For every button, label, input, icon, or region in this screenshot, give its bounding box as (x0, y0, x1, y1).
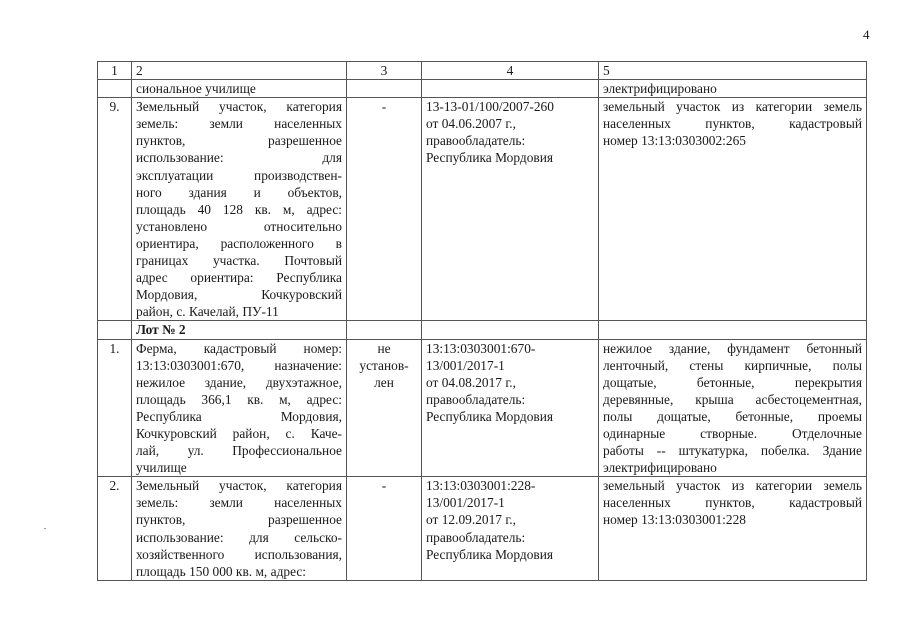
cell-description (132, 477, 347, 581)
text-line: 13:13:0303001:670, назначение: (136, 357, 342, 373)
cell-registration (422, 477, 599, 581)
cell-registration (422, 98, 599, 321)
header-col-3: 3 (347, 62, 422, 80)
text-line: ного здания и объектов, (136, 184, 342, 200)
cell-description: сиональное училище (132, 80, 347, 98)
text-line: 13/001/2017-1 (426, 357, 505, 373)
text-line: от 04.06.2007 г., (426, 116, 516, 132)
text-line: не (377, 340, 391, 356)
table-row-continuation (98, 80, 867, 98)
text-line: номер 13:13:0303002:265 (603, 133, 746, 149)
text-line: Земельный участок, категория (136, 99, 342, 115)
text-line: использование: для (136, 150, 342, 166)
table-row (98, 98, 867, 321)
text-line: лен (374, 374, 394, 390)
text-line: ленточный, стены кирпичные, полы (603, 357, 862, 373)
cell-registration (422, 80, 599, 98)
text-line: использование: для сельско- (136, 529, 342, 545)
text-line: одинарные створные. Отделочные (603, 425, 862, 441)
text-line: район, с. Качелай, ПУ-11 (136, 304, 279, 320)
text-line: границах участка. Почтовый (136, 253, 342, 269)
text-line: площадь 366,1 кв. м, адрес: (136, 391, 342, 407)
text-line: электрифицировано (603, 460, 717, 476)
text-line: от 12.09.2017 г., (426, 512, 516, 528)
text-line: 13/001/2017-1 (426, 495, 505, 511)
text-line: номер 13:13:0303001:228 (603, 512, 746, 528)
text-line: правообладатель: (426, 529, 526, 545)
text-line: земельный участок из категории земель (603, 478, 862, 494)
text-line: от 04.08.2017 г., (426, 374, 516, 390)
cell-description (132, 98, 347, 321)
text-line: населенных пунктов, кадастровый (603, 495, 862, 511)
header-col-2: 2 (132, 62, 347, 80)
text-line: Республика Мордовия, (136, 408, 342, 424)
scan-artifact (44, 528, 46, 529)
header-col-4: 4 (422, 62, 599, 80)
text-line: пунктов, разрешенное (136, 512, 342, 528)
cell-num (98, 80, 132, 98)
text-line: деревянные, крыша асбестоцементная, (603, 391, 862, 407)
text-line: населенных пунктов, кадастровый (603, 116, 862, 132)
text-line: Ферма, кадастровый номер: (136, 340, 342, 356)
text-line: земель: земли населенных (136, 495, 342, 511)
cell-encumbrance: - (347, 98, 422, 321)
cell-empty (98, 321, 132, 339)
cell-description (132, 339, 347, 477)
lot-label: Лот № 2 (132, 321, 347, 339)
text-line: эксплуатации производствен- (136, 167, 342, 183)
text-line: правообладатель: (426, 133, 526, 149)
text-line: работы -- штукатурка, побелка. Здание (603, 443, 862, 459)
text-line: установ- (359, 357, 409, 373)
text-line: земельный участок из категории земель (603, 99, 862, 115)
cell-characteristics (599, 339, 867, 477)
text-line: Мордовия, Кочкуровский (136, 287, 342, 303)
cell-num: 9. (98, 98, 132, 321)
table-row (98, 477, 867, 581)
cell-empty (347, 321, 422, 339)
cell-characteristics: электрифицировано (599, 80, 867, 98)
cell-num: 2. (98, 477, 132, 581)
text-line: Республика Мордовия (426, 150, 554, 166)
text-line: пунктов, разрешенное (136, 133, 342, 149)
text-line: нежилое здание, фундамент бетонный (603, 340, 862, 356)
text-line: Земельный участок, категория (136, 478, 342, 494)
text-line: полы дощатые, бетонные, проемы (603, 408, 862, 424)
text-line: лай, ул. Профессиональное (136, 443, 342, 459)
text-line: 13:13:0303001:670- (426, 340, 536, 356)
cell-encumbrance (347, 339, 422, 477)
header-col-5: 5 (599, 62, 867, 80)
cell-encumbrance: - (347, 477, 422, 581)
text-line: земель: земли населенных (136, 116, 342, 132)
lot-header-row (98, 321, 867, 339)
text-line: установлено относительно (136, 218, 342, 234)
cell-characteristics (599, 477, 867, 581)
property-table (97, 61, 867, 581)
table-header-row (98, 62, 867, 80)
text-line: площадь 150 000 кв. м, адрес: (136, 563, 307, 579)
cell-encumbrance (347, 80, 422, 98)
text-line: нежилое здание, двухэтажное, (136, 374, 342, 390)
text-line: училище (136, 460, 187, 476)
cell-characteristics (599, 98, 867, 321)
text-line: Кочкуровский район, с. Каче- (136, 425, 342, 441)
text-line: ориентира, расположенного в (136, 235, 342, 251)
text-line: Республика Мордовия (426, 546, 554, 562)
text-line: 13:13:0303001:228- (426, 478, 536, 494)
table-row (98, 339, 867, 477)
header-col-1: 1 (98, 62, 132, 80)
cell-empty (599, 321, 867, 339)
text-line: Республика Мордовия (426, 408, 554, 424)
cell-registration (422, 339, 599, 477)
page-number: 4 (863, 27, 870, 42)
cell-empty (422, 321, 599, 339)
cell-num: 1. (98, 339, 132, 477)
text-line: площадь 40 128 кв. м, адрес: (136, 201, 342, 217)
text-line: 13-13-01/100/2007-260 (426, 99, 554, 115)
text-line: дощатые, бетонные, перекрытия (603, 374, 862, 390)
text-line: адрес ориентира: Республика (136, 270, 342, 286)
text-line: хозяйственного использования, (136, 546, 342, 562)
text-line: правообладатель: (426, 391, 526, 407)
